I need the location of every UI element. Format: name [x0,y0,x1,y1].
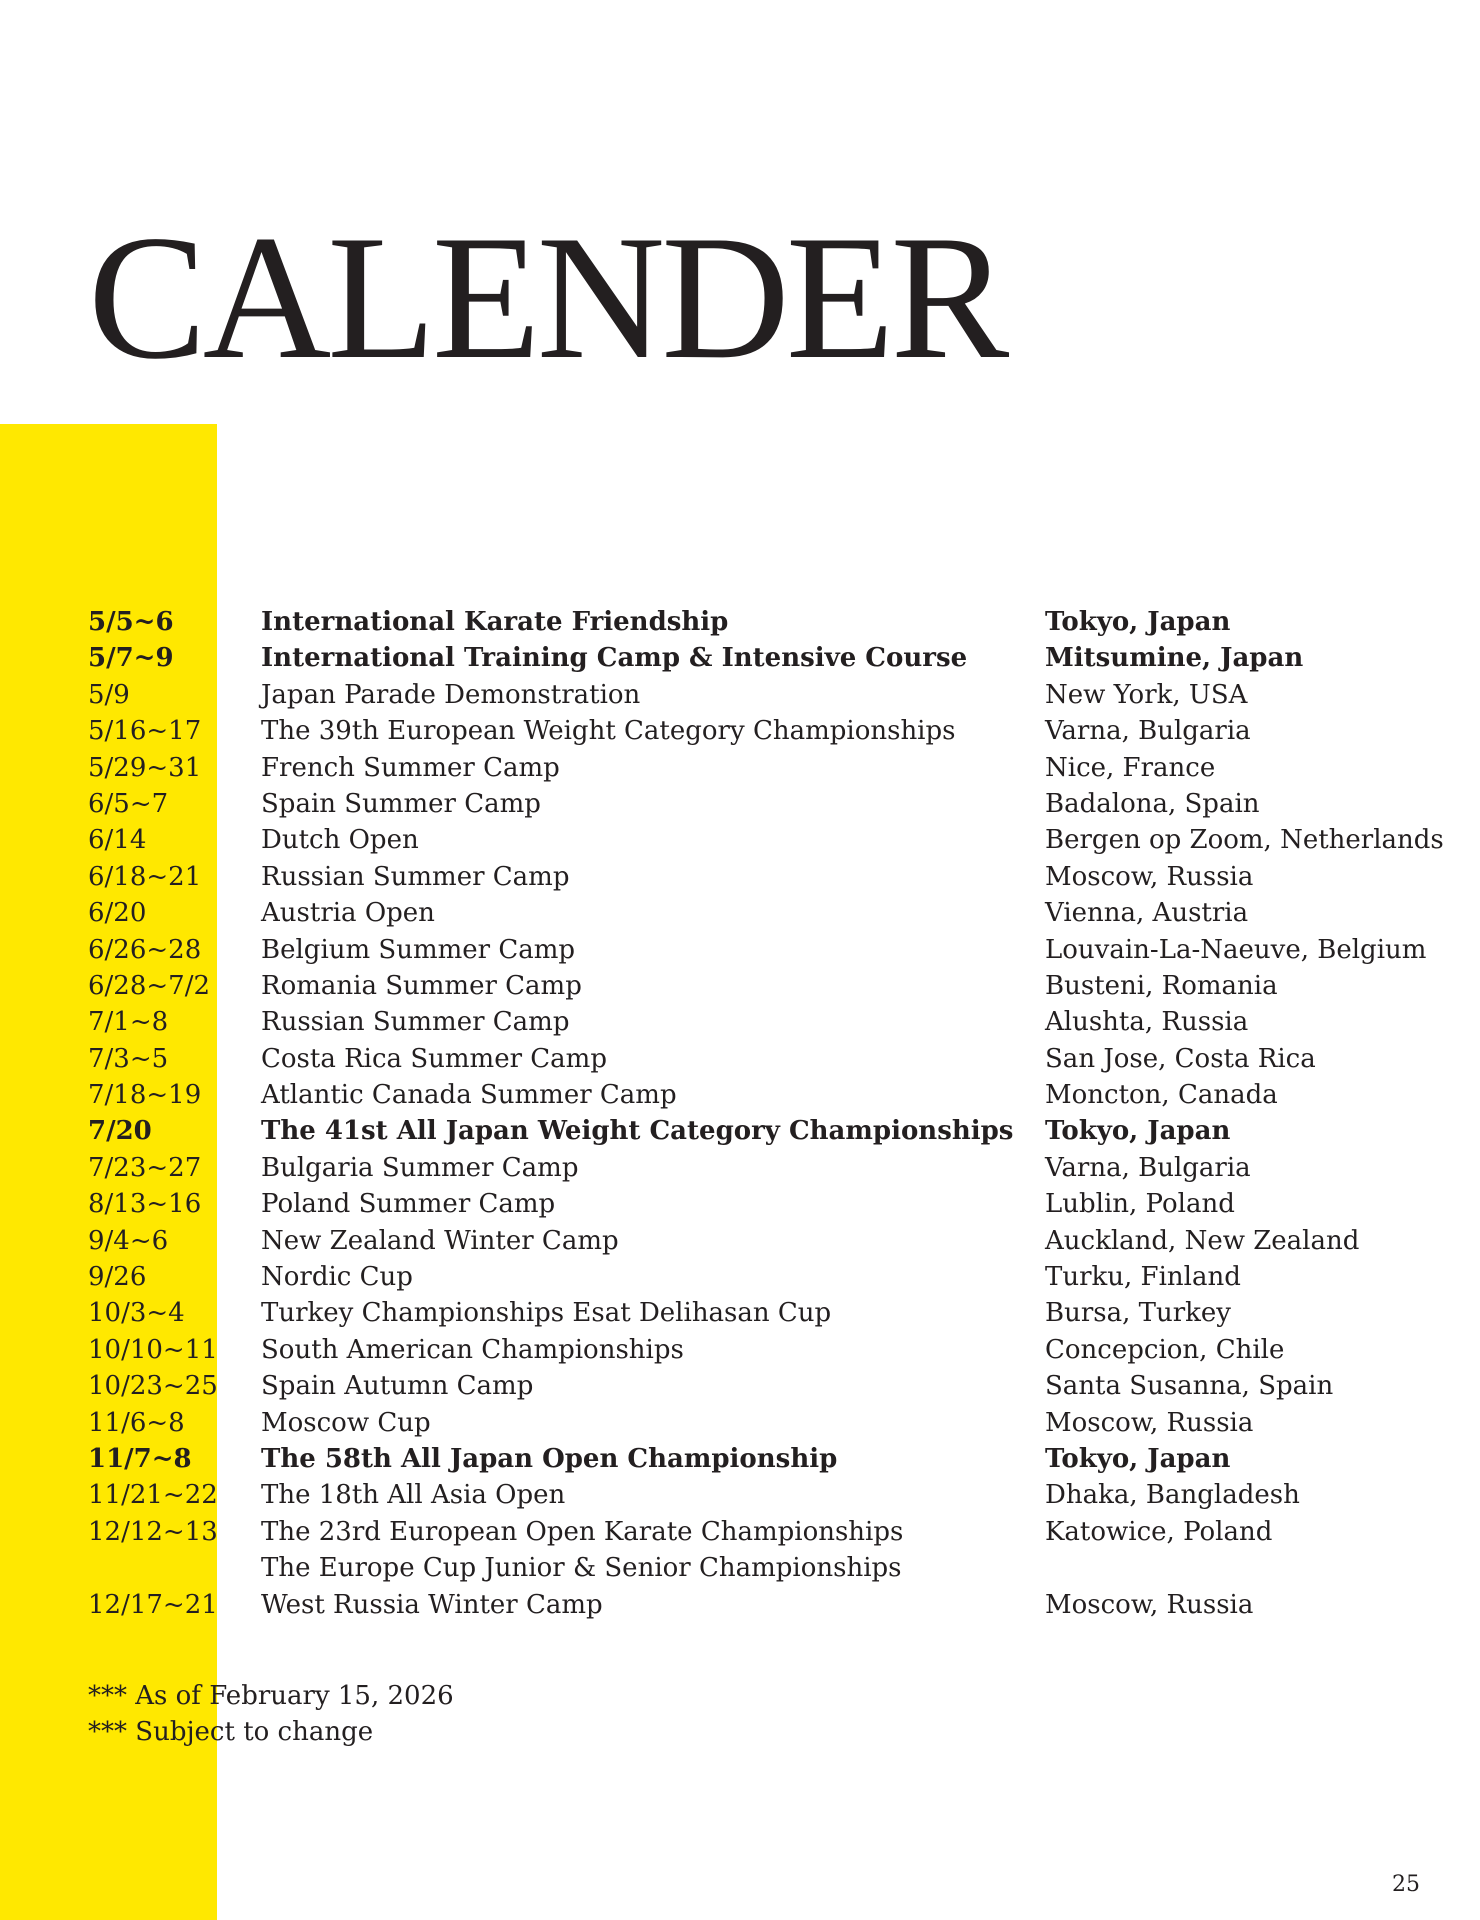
event-name: International Training Camp & Intensive Course [261,643,968,674]
event-place: Moncton, Canada [1045,1080,1278,1111]
event-place: Nice, France [1045,752,1216,783]
event-date: 9/26 [88,1262,147,1293]
event-place: Concepcion, Chile [1045,1334,1285,1365]
event-row [88,1332,1468,1368]
event-row [88,750,1468,786]
event-row [88,859,1468,895]
event-row [88,1587,1468,1623]
event-row [88,968,1468,1004]
event-place: Busteni, Romania [1045,970,1278,1001]
event-place: Moscow, Russia [1045,861,1254,892]
event-name: The Europe Cup Junior & Senior Championships [261,1553,902,1584]
event-name: Bulgaria Summer Camp [261,1152,579,1183]
event-name: Nordic Cup [261,1262,413,1293]
event-row [88,1223,1468,1259]
event-place: Louvain-La-Naeuve, Belgium [1045,934,1427,965]
event-name: Moscow Cup [261,1407,431,1438]
event-name: Russian Summer Camp [261,861,570,892]
event-place: Badalona, Spain [1045,788,1260,819]
event-row [88,1186,1468,1222]
event-row [88,822,1468,858]
event-date: 5/5~6 [88,607,174,637]
event-place: Tokyo, Japan [1045,1116,1231,1147]
event-date: 6/28~7/2 [88,970,211,1001]
event-name: The 18th All Asia Open [261,1480,566,1511]
event-place: Varna, Bulgaria [1045,1152,1251,1183]
event-name: Dutch Open [261,825,419,856]
event-row [88,786,1468,822]
event-name: Costa Rica Summer Camp [261,1043,607,1074]
event-name: Atlantic Canada Summer Camp [261,1080,677,1111]
event-place: Tokyo, Japan [1045,607,1231,637]
event-name: The 58th All Japan Open Championship [261,1443,838,1474]
event-date: 11/6~8 [88,1407,185,1438]
event-name: South American Championships [261,1334,684,1365]
event-row [88,1477,1468,1513]
event-place: Bursa, Turkey [1045,1298,1231,1329]
note-subject-to-change: *** Subject to change [88,1717,374,1748]
event-name: Poland Summer Camp [261,1189,556,1220]
event-place: Tokyo, Japan [1045,1443,1231,1474]
event-name: Belgium Summer Camp [261,934,576,965]
event-place: San Jose, Costa Rica [1045,1043,1316,1074]
notes [88,1678,454,1751]
event-row [88,1259,1468,1295]
event-row [88,1113,1468,1149]
event-row [88,1550,1468,1586]
event-row [88,932,1468,968]
event-date: 6/20 [88,898,147,929]
event-row [88,604,1468,640]
event-date: 6/5~7 [88,788,169,819]
event-name: New Zealand Winter Camp [261,1225,619,1256]
event-row [88,1295,1468,1331]
event-place: Moscow, Russia [1045,1407,1254,1438]
event-place: Dhaka, Bangladesh [1045,1480,1300,1511]
event-date: 6/18~21 [88,861,202,892]
event-date: 6/14 [88,825,147,856]
event-date: 7/23~27 [88,1152,202,1183]
event-date: 9/4~6 [88,1225,169,1256]
event-date: 11/7~8 [88,1443,192,1474]
event-row [88,677,1468,713]
event-date: 10/10~11 [88,1334,218,1365]
page-number: 25 [1392,1872,1420,1897]
event-date: 5/16~17 [88,716,202,747]
page-title: CALENDER [88,198,1006,396]
event-place: Katowice, Poland [1045,1516,1273,1547]
event-date: 7/1~8 [88,1007,169,1038]
event-date: 10/3~4 [88,1298,185,1329]
event-row [88,1041,1468,1077]
event-date: 11/21~22 [88,1480,218,1511]
event-place: Turku, Finland [1045,1262,1241,1293]
event-row [88,1441,1468,1477]
event-name: International Karate Friendship [261,607,729,637]
event-name: West Russia Winter Camp [261,1589,603,1620]
event-place: Santa Susanna, Spain [1045,1371,1334,1402]
event-date: 5/7~9 [88,643,174,674]
event-row [88,713,1468,749]
event-name: Russian Summer Camp [261,1007,570,1038]
event-name: Japan Parade Demonstration [261,679,641,710]
event-date: 12/17~21 [88,1589,218,1620]
event-date: 5/29~31 [88,752,202,783]
event-place: Varna, Bulgaria [1045,716,1251,747]
event-name: The 23rd European Open Karate Championships [261,1516,904,1547]
event-row [88,895,1468,931]
event-name: Austria Open [261,898,435,929]
event-name: French Summer Camp [261,752,560,783]
event-name: Spain Autumn Camp [261,1371,534,1402]
event-row [88,1077,1468,1113]
event-name: Spain Summer Camp [261,788,541,819]
event-row [88,1004,1468,1040]
event-place: Auckland, New Zealand [1045,1225,1360,1256]
event-name: The 39th European Weight Category Championships [261,716,956,747]
event-place: Mitsumine, Japan [1045,643,1304,674]
event-place: Bergen op Zoom, Netherlands [1045,825,1444,856]
event-place: New York, USA [1045,679,1248,710]
event-place: Alushta, Russia [1045,1007,1249,1038]
event-row [88,1405,1468,1441]
event-date: 6/26~28 [88,934,202,965]
event-date: 7/20 [88,1116,152,1147]
event-place: Vienna, Austria [1045,898,1249,929]
event-date: 12/12~13 [88,1516,218,1547]
event-name: Turkey Championships Esat Delihasan Cup [261,1298,832,1329]
event-name: The 41st All Japan Weight Category Championships [261,1116,1014,1147]
event-list [88,604,1468,1623]
event-row [88,1514,1468,1550]
event-date: 10/23~25 [88,1371,218,1402]
event-name: Romania Summer Camp [261,970,582,1001]
event-date: 7/18~19 [88,1080,202,1111]
event-row [88,1150,1468,1186]
event-date: 8/13~16 [88,1189,202,1220]
event-row [88,1368,1468,1404]
event-row [88,640,1468,676]
note-as-of: *** As of February 15, 2026 [88,1681,454,1711]
event-place: Moscow, Russia [1045,1589,1254,1620]
event-place: Lublin, Poland [1045,1189,1235,1220]
event-date: 5/9 [88,679,130,710]
event-date: 7/3~5 [88,1043,169,1074]
